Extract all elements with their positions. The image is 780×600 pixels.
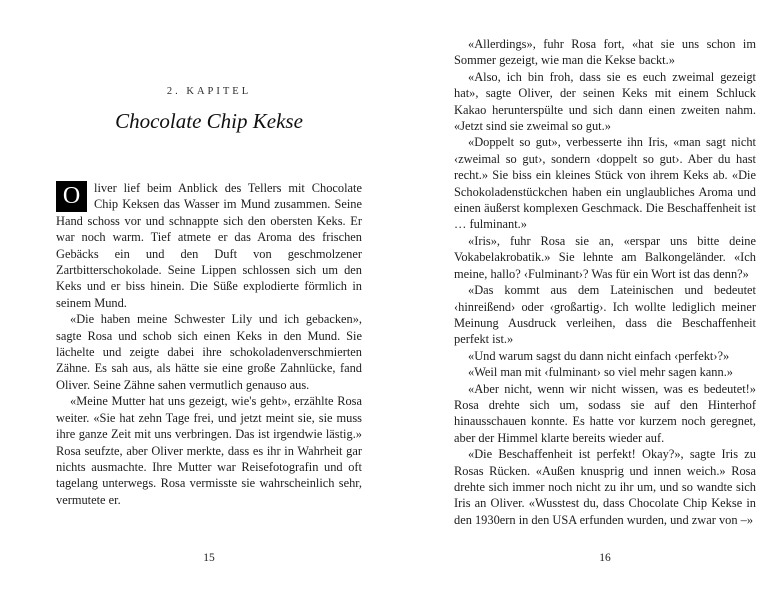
paragraph: «Die haben meine Schwester Lily und ich gebacken», sagte Rosa und schob sich einen Keks in den Mund. Sie lächelte und zeigte dabei ihre schokoladenverschmierten Zähne. Es sah aus, als hätte sie eine große Zahnlücke, fand Oliver. Seine Zähne sahen vermutlich genauso aus. [56, 312, 362, 392]
left-page-body [56, 180, 362, 508]
paragraph: «Die Beschaffenheit ist perfekt! Okay?», sagte Iris zu Rosas Rücken. «Außen knusprig und innen weich.» Rosa drehte sich immer noch nicht zu ihr um, und so wandte sich Iris an Oliver. «Wusstest du, dass Chocolate Chip Kekse in den 1930ern in den USA erfunden wurden, und zwar von –» [454, 447, 756, 527]
paragraph: «Meine Mutter hat uns gezeigt, wie's geht», erzählte Rosa weiter. «Sie hat zehn Tage frei, und jetzt meint sie, sie muss ihre ganze Zeit mit uns verbringen. Das ist irgendwie lästig.» Rosa seufzte, aber Oliver merkte, dass es ihr in Wahrheit gar nichts ausmachte. Ihre Mutter war Reisefotografin und oft tagelang unterwegs. Rosa vermisste sie wahrscheinlich sehr, vermutete er. [56, 394, 362, 507]
page-number-left: 15 [203, 552, 215, 564]
opening-paragraph [56, 180, 362, 311]
paragraph: «Und warum sagst du dann nicht einfach ‹perfekt›?» [468, 348, 730, 363]
opening-paragraph-text: liver lief beim Anblick des Tellers mit Chocolate Chip Keksen das Wasser im Mund zusammen. Seine Hand schoss vor und schnappte sich den obersten Keks. Er war noch warm. Tief atmete er das Aroma des frischen Gebäcks ein und den Duft von geschmolzener Zartbitterschokolade. Seine Lippen schlossen sich um den Keks und er biss hinein. Die Süße explodierte förmlich in seinem Mund. [56, 181, 362, 310]
right-page-body [454, 36, 756, 528]
paragraph: «Das kommt aus dem Lateinischen und bedeutet ‹hinreißend› oder ‹großartig›. Ich wollte lediglich meiner Meinung Ausdruck verleihen, dass die Beschaffenheit perfekt ist.» [454, 283, 756, 347]
paragraph: «Doppelt so gut», verbesserte ihn Iris, «man sagt nicht ‹zweimal so gut›, sondern ‹doppelt so gut›. Aber du hast recht.» Sie biss ein kleines Stück von ihrem Keks ab. «Die Schokoladenstückchen haben ein unglaubliches Aroma und einen äußerst komplexen Geschmack. Die Beschaffenheit ist … fulminant.» [454, 135, 756, 232]
paragraph: «Also, ich bin froh, dass sie es euch zweimal gezeigt hat», sagte Oliver, der seinen Keks mit einem Schluck Kakao herunterspülte und sich dann einen zweiten nahm. «Jetzt sind sie zweimal so gut.» [454, 69, 756, 134]
drop-cap: O [56, 181, 87, 212]
chapter-label: 2. KAPITEL [166, 86, 252, 97]
paragraph: «Aber nicht, wenn wir nicht wissen, was es bedeutet!» Rosa drehte sich um, sodass sie auf den Hinterhof hinausschauen konnte. Es hatte vor kurzem noch geregnet, aber der Himmel klarte bereits wieder auf. [454, 381, 756, 445]
page-number-right: 16 [599, 552, 611, 564]
page-right [390, 0, 780, 600]
paragraph: «Iris», fuhr Rosa sie an, «erspar uns bitte deine Vokabelakrobatik.» Sie lehnte am Balkongeländer. «Ich meine, hallo? ‹Fulminant›? Was für ein Wort ist das denn?» [454, 233, 756, 281]
chapter-title: Chocolate Chip Kekse [115, 109, 303, 133]
paragraph: «Allerdings», fuhr Rosa fort, «hat sie uns schon im Sommer gezeigt, wie man die Kekse backt.» [454, 37, 756, 68]
paragraph: «Weil man mit ‹fulminant› so viel mehr sagen kann.» [468, 365, 733, 380]
